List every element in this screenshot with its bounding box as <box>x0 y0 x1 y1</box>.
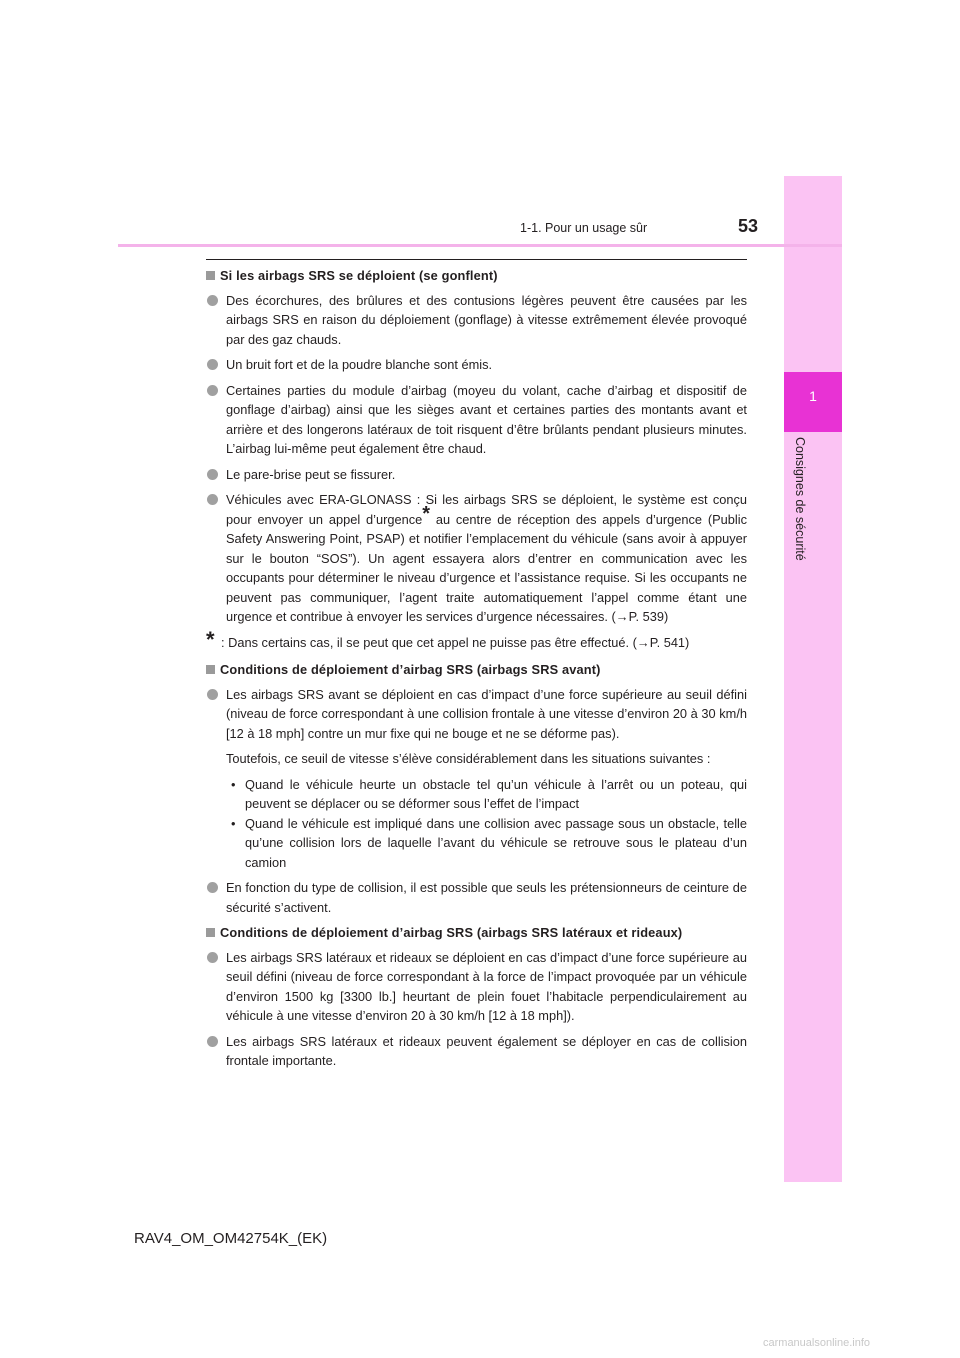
circle-bullet-icon <box>207 469 218 480</box>
bullet-item: Certaines parties du module d’airbag (moyeu du volant, cache d’airbag et dispositif de gonflage d’airbag) ainsi que les sièges avant et certaines parties des montants avant et arrière et des longerons latéraux de toit risquent d’être brûlants pendant plusieurs minutes. L’airbag lui-même peut également être chaud. <box>206 381 747 459</box>
watermark: carmanualsonline.info <box>763 1337 871 1349</box>
chapter-title: Consignes de sécurité <box>793 437 807 561</box>
square-bullet-icon <box>206 665 215 674</box>
sub-list-item: • Quand le véhicule heurte un obstacle tel qu’un véhicule à l’arrêt ou un poteau, qui peuvent se déplacer ou se déformer sous l’effet de l’impact <box>231 776 747 811</box>
bullet-item: Un bruit fort et de la poudre blanche sont émis. <box>206 355 747 375</box>
bullet-item: Des écorchures, des brûlures et des contusions légères peuvent être causées par les airbags SRS en raison du déploiement (gonflage) à vitesse extrêmement élevée provoqué par des gaz chauds. <box>206 291 747 350</box>
header-rule <box>118 244 842 247</box>
side-tab-strip <box>784 176 842 1182</box>
circle-bullet-icon <box>207 1036 218 1047</box>
circle-bullet-icon <box>207 689 218 700</box>
square-bullet-icon <box>206 928 215 937</box>
circle-bullet-icon <box>207 359 218 370</box>
circle-bullet-icon <box>207 295 218 306</box>
paragraph: Toutefois, ce seuil de vitesse s’élève considérablement dans les situations suivantes : <box>226 751 711 766</box>
bullet-item: Les airbags SRS latéraux et rideaux peuvent également se déployer en cas de collision frontale importante. <box>206 1032 747 1071</box>
circle-bullet-icon <box>207 882 218 893</box>
footnote-marker: * <box>422 502 431 525</box>
section-heading: Conditions de déploiement d’airbag SRS (airbags SRS latéraux et rideaux) <box>206 923 747 943</box>
page-content <box>206 266 747 1077</box>
page-number: 53 <box>738 216 759 236</box>
sub-bullet-marker: • <box>231 776 236 792</box>
bullet-item: Les airbags SRS latéraux et rideaux se déploient en cas d’impact d’une force supérieure au seuil défini (niveau de force correspondant à la force de l’impact provoquée par un véhicule d’environ 1500 kg [3300 lb.] heurtant de plein fouet l’habitacle perpendiculairement au véhicule à une vitesse d’environ 20 à 30 km/h [12 à 18 mph]). <box>206 948 747 1026</box>
bullet-item: Véhicules avec ERA-GLONASS : Si les airbags SRS se déploient, le système est conçu pour envoyer un appel d’urgence* au centre de réception des appels d’urgence (Public Safety Answering Point, PSAP) et notifier l’emplacement du véhicule (sans avoir à appuyer sur le bouton “SOS”). Un agent essayera alors d’entrer en communication avec les occupants pour déterminer le niveau d’urgence et l’assistance requise. Si les occupants ne peuvent pas communiquer, l’agent traite automatiquement l’appel comme étant une urgence et contribue à envoyer les services d’urgence nécessaires. (→P. 539) <box>206 490 747 627</box>
document-code: RAV4_OM_OM42754K_(EK) <box>134 1230 328 1247</box>
bullet-item: Le pare-brise peut se fissurer. <box>206 465 747 485</box>
square-bullet-icon <box>206 271 215 280</box>
footnote-star: * <box>206 626 215 652</box>
bullet-item: En fonction du type de collision, il est possible que seuls les prétensionneurs de ceinture de sécurité s’activent. <box>206 878 747 917</box>
section-title: 1-1. Pour un usage sûr <box>520 221 648 235</box>
sub-list-item: • Quand le véhicule est impliqué dans une collision avec passage sous un obstacle, telle qu’une collision lors de laquelle l’avant du véhicule se retrouve sous le plateau d’un camion <box>231 815 747 870</box>
content-top-rule <box>206 259 747 260</box>
footnote: * : Dans certains cas, il se peut que cet appel ne puisse pas être effectué. (→P. 541) <box>206 626 690 652</box>
sub-bullet-marker: • <box>231 815 236 831</box>
chapter-number: 1 <box>809 388 817 404</box>
circle-bullet-icon <box>207 494 218 505</box>
section-heading: Si les airbags SRS se déploient (se gonflent) <box>206 266 747 286</box>
circle-bullet-icon <box>207 952 218 963</box>
bullet-item: Les airbags SRS avant se déploient en cas d’impact d’une force supérieure au seuil défini (niveau de force correspondant à une collision frontale à une vitesse d’environ 20 à 30 km/h [12 à 18 mph] contre un mur fixe qui ne bouge et ne se déforme pas). <box>206 685 747 744</box>
section-heading: Conditions de déploiement d’airbag SRS (airbags SRS avant) <box>206 660 747 680</box>
circle-bullet-icon <box>207 385 218 396</box>
